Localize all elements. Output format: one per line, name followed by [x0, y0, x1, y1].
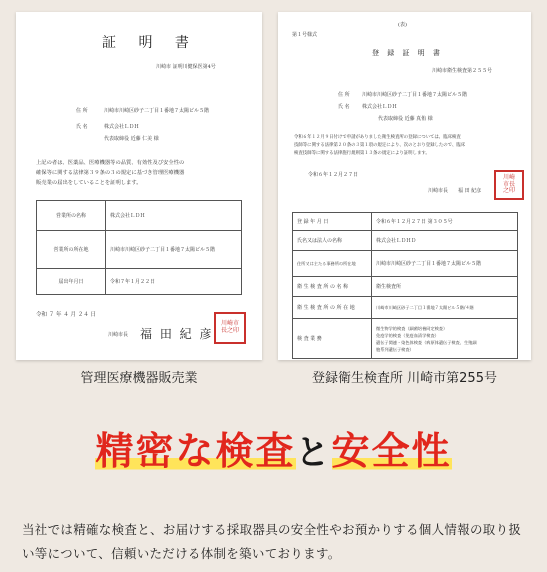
document-side-label: (表) — [398, 22, 407, 28]
table-value: 微生物学的検査（細菌培養同定検査） 免疫学的検査（免疫血清学検査） 遺伝子関連・染色体検査（病原体遺伝子検査、生殖細 胞系列遺伝子検査） — [372, 319, 518, 359]
certificate-medical-device-sales — [16, 12, 262, 360]
table-value: 株式会社ＬＤＨ — [106, 201, 242, 231]
signer-title: 川崎市長 — [108, 332, 129, 338]
name-label: 氏 名 — [338, 104, 350, 110]
address-value: 川崎市川崎区砂子二丁目１番地７太陽ビル５階 — [104, 108, 210, 114]
seal-text: 川崎市長之印 — [221, 320, 240, 334]
official-seal — [494, 170, 524, 200]
seal-text: 川崎市長之印 — [502, 174, 515, 195]
caption-medical-device-sales: 管理医療機器販売業 — [80, 371, 198, 386]
headline — [0, 420, 547, 475]
license-table — [36, 200, 242, 295]
signer-title: 川崎市長 — [428, 188, 449, 194]
name-label: 氏 名 — [76, 124, 88, 130]
table-label: 衛 生 検 査 所 の 名 称 — [293, 277, 372, 297]
certificate-body — [36, 158, 184, 188]
body-line: 販売業の届出をしていることを証明します。 — [36, 180, 142, 186]
table-label: 届出年月日 — [37, 269, 106, 295]
table-label: 氏名又は法人の名称 — [293, 231, 372, 251]
table-label: 営業所の所在地 — [37, 231, 106, 269]
table-value: 株式会社ＬＤＨＤ — [372, 231, 518, 251]
certificate-body — [294, 134, 465, 158]
certificate-clinical-lab-registration — [278, 12, 531, 360]
company-name: 株式会社ＬＤＨ — [104, 124, 140, 130]
headline-precise-testing: 精密な検査 — [95, 429, 296, 473]
table-label: 衛 生 検 査 所 の 所 在 地 — [293, 297, 372, 319]
body-line: 検査技師等に関する法律施行規則第１３条の規定により証明します。 — [294, 151, 430, 156]
table-value: 衛生検査所 — [372, 277, 518, 297]
form-number: 第１号様式 — [292, 32, 318, 38]
company-name: 株式会社ＬＤＨ — [362, 104, 398, 110]
reference-number: 川崎市衛生検査第２５５号 — [432, 68, 493, 74]
body-line: 令和６年１２月９日付けで申請がありました衛生検査所の登録については、臨床検査 — [294, 135, 461, 140]
table-value: 川崎市川崎区砂子二丁目１番地７太陽ビル５階 — [372, 251, 518, 277]
document-title: 証 明 書 — [102, 35, 198, 51]
table-label: 住所又は主たる事務所の所在地 — [293, 251, 372, 277]
address-label: 住 所 — [338, 92, 350, 98]
issue-date: 令和 ７ 年 ４ 月 ２４ 日 — [36, 312, 96, 318]
caption-clinical-lab-registration: 登録衛生検査所 川崎市第255号 — [312, 371, 497, 386]
table-value: 令和６年１２月２７日 第３０５号 — [372, 213, 518, 231]
table-label: 登 録 年 月 日 — [293, 213, 372, 231]
description-paragraph: 当社では精確な検査と、お届けする採取器具の安全性やお預かりする個人情報の取り扱い等について、信頼いただける体制を築いております。 — [22, 522, 522, 561]
address-value: 川崎市川崎区砂子二丁目１番地７太陽ビル５階 — [362, 92, 468, 98]
table-value: 川崎市川崎区砂子二丁目１番地７太陽ビル５階 — [106, 231, 242, 269]
registration-table — [292, 212, 518, 359]
headline-connector: と — [295, 433, 332, 473]
document-title: 登 録 証 明 書 — [372, 49, 443, 57]
table-value: 川崎市川崎区砂子二丁目１番地７太陽ビル５階/４階 — [372, 297, 518, 319]
headline-safety: 安全性 — [331, 429, 452, 473]
official-seal — [214, 312, 246, 344]
body-line: 確保等に関する法律第３９条の３の規定に基づき管理医療機器 — [36, 170, 185, 176]
signer-name: 福 田 紀 彦 — [140, 327, 214, 341]
table-label: 営業所の名称 — [37, 201, 106, 231]
signer-name: 福 田 紀彦 — [458, 188, 482, 194]
representative: 代表取締役 近藤 真侑 様 — [378, 116, 433, 122]
body-line: 上記の者は、医薬品、医療機器等の品質、有効性及び安全性の — [36, 160, 185, 166]
body-line: 技師等に関する法律第２０条の３第１項の規定により、次のとおり登録したので、臨床 — [294, 143, 466, 148]
address-label: 住 所 — [76, 108, 88, 114]
representative: 代表取締役 近藤 仁美 様 — [104, 136, 159, 142]
table-value: 令和７年１月２２日 — [106, 269, 242, 295]
table-label: 検 査 業 務 — [293, 319, 372, 359]
issue-date: 令和６年１２月２７日 — [308, 172, 359, 178]
reference-number: 川崎市 証明川健保医第4号 — [156, 64, 216, 70]
